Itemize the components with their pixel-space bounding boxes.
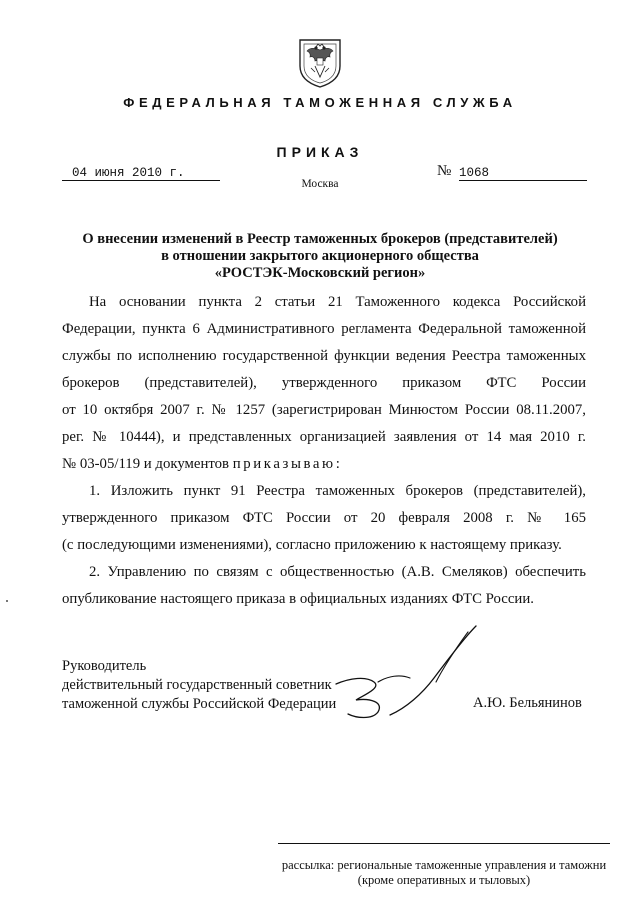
title-line: «РОСТЭК-Московский регион» [214,265,426,281]
paragraph-basis [62,289,586,478]
paragraph-line: утвержденного приказом ФТС России от 20 февраля 2008 г. № 165 [62,510,586,526]
scan-speck [6,600,8,602]
paragraph-item-2 [62,559,586,613]
distribution-line: (кроме оперативных и тыловых) [357,873,531,887]
paragraph-line: 1. Изложить пункт 91 Реестра таможенных брокеров (представителей), [89,483,586,499]
footer-divider [278,843,610,844]
signatory-name: А.Ю. Бельянинов [473,695,582,711]
paragraph-item-1 [62,478,586,559]
paragraph-line: службы по исполнению государственной функции ведения Реестра таможенных [62,348,586,364]
paragraph-line: На основании пункта 2 статьи 21 Таможенного кодекса Российской [89,294,586,310]
paragraph-line [62,451,586,478]
signatory-line: действительный государственный советник [62,677,332,693]
order-title [40,231,600,282]
order-number: 1068 [459,166,587,181]
paragraph-line: (с последующими изменениями), согласно приложению к настоящему приказу. [62,537,562,553]
document-type: ПРИКАЗ [276,144,364,160]
handwritten-signature [326,622,496,722]
paragraph-line: 2. Управлению по связям с общественностью (А.В. Смеляков) обеспечить [89,564,586,580]
paragraph-line: Федерации, пункта 6 Административного регламента Федеральной таможенной [62,321,586,337]
paragraph-text: № 03-05/119 и документов [62,456,233,472]
order-word: приказываю: [232,456,343,472]
signatory-position [62,657,336,714]
distribution-note [278,858,610,888]
coat-of-arms-icon [296,36,344,88]
number-sign: № [437,163,452,179]
signatory-line: Руководитель [62,658,147,674]
paragraph-line: брокеров (представителей), утвержденного приказом ФТС России [62,375,586,391]
paragraph-line: от 10 октября 2007 г. № 1257 (зарегистрирован Минюстом России 08.11.2007, [62,402,586,418]
order-date: 04 июня 2010 г. [62,166,220,181]
paragraph-line: опубликование настоящего приказа в официальных изданиях ФТС России. [62,591,534,607]
agency-name: ФЕДЕРАЛЬНАЯ ТАМОЖЕННАЯ СЛУЖБА [123,95,517,110]
title-line: О внесении изменений в Реестр таможенных брокеров (представителей) [82,231,558,247]
title-line: в отношении закрытого акционерного общества [161,248,479,264]
city: Москва [301,178,339,190]
distribution-line: рассылка: региональные таможенные управления и таможни [281,858,607,872]
signatory-line: таможенной службы Российской Федерации [62,696,337,712]
paragraph-line: рег. № 10444), и представленных организацией заявления от 14 мая 2010 г. [62,429,586,445]
